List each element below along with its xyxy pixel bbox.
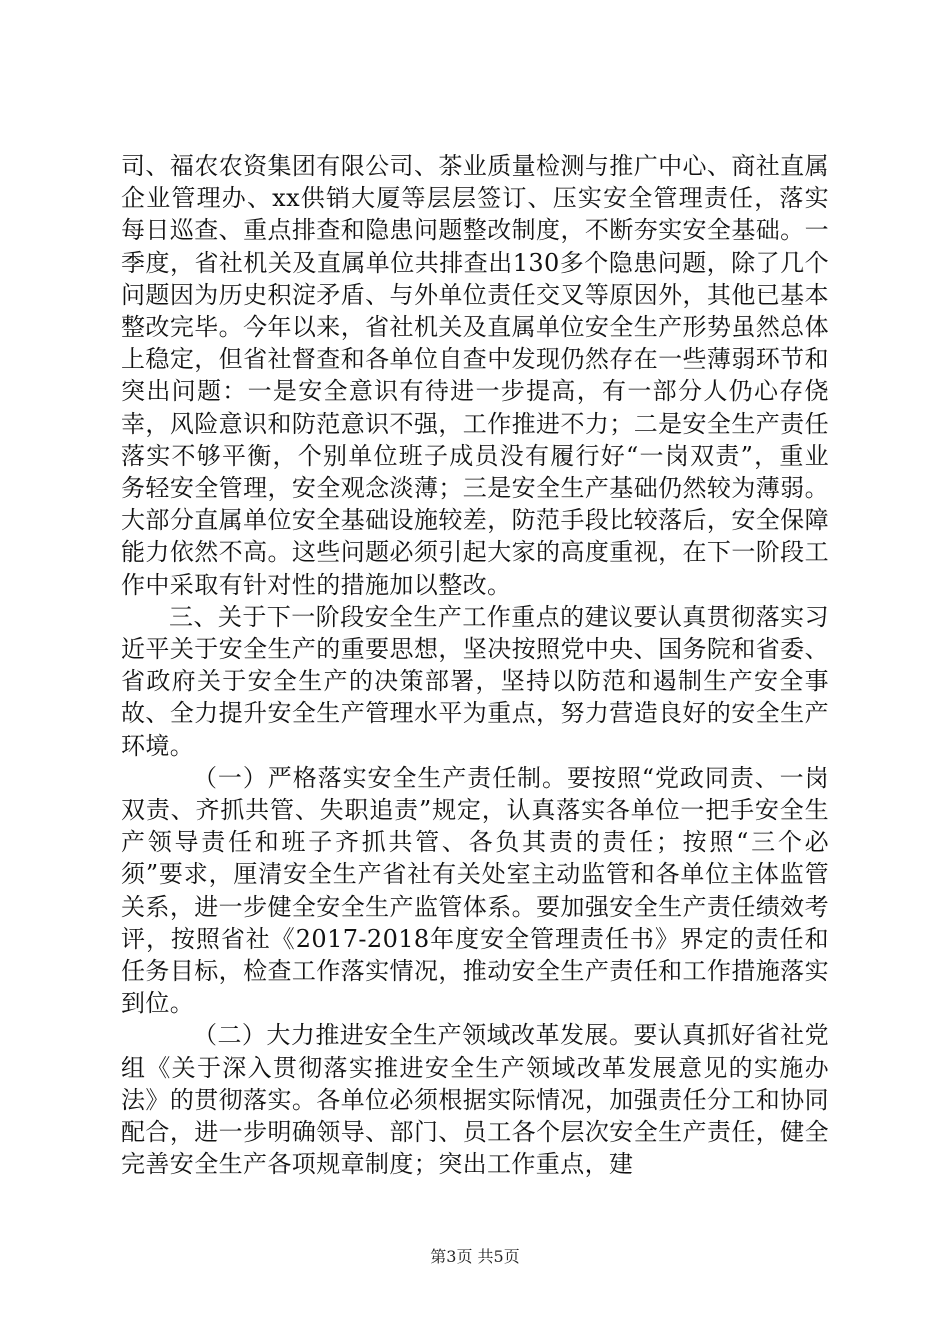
- paragraph-item-two: （二）大力推进安全生产领域改革发展。要认真抓好省社党组《关于深入贯彻落实推进安全生产领域改革发展意见的实施办法》的贯彻落实。各单位必须根据实际情况，加强责任分工和协同配合，进一步明确领导、部门、员工各个层次安全生产责任，健全完善安全生产各项规章制度；突出工作重点，建: [121, 1021, 829, 1179]
- paragraph-item-one: （一）严格落实安全生产责任制。要按照“党政同责、一岗双责、齐抓共管、失职追责”规定，认真落实各单位一把手安全生产领导责任和班子齐抓共管、各负其责的责任；按照“三个必须”要求，厘清安全生产省社有关处室主动监管和各单位主体监管关系，进一步健全安全生产监管体系。要加强安全生产责任绩效考评，按照省社《2017-2018年度安全管理责任书》界定的责任和任务目标，检查工作落实情况，推动安全生产责任和工作措施落实到位。: [121, 763, 829, 1018]
- document-body: [121, 150, 829, 1181]
- paragraph-section-three: 三、关于下一阶段安全生产工作重点的建议要认真贯彻落实习近平关于安全生产的重要思想，坚决按照党中央、国务院和省委、省政府关于安全生产的决策部署，坚持以防范和遏制生产安全事故、全力提升安全生产管理水平为重点，努力营造良好的安全生产环境。: [121, 602, 829, 760]
- paragraph-continued: 司、福农农资集团有限公司、茶业质量检测与推广中心、商社直属企业管理办、xx供销大厦等层层签订、压实安全管理责任，落实每日巡查、重点排查和隐患问题整改制度，不断夯实安全基础。一季度，省社机关及直属单位共排查出130多个隐患问题，除了几个问题因为历史积淀矛盾、与外单位责任交叉等原因外，其他已基本整改完毕。今年以来，省社机关及直属单位安全生产形势虽然总体上稳定，但省社督查和各单位自查中发现仍然存在一些薄弱环节和突出问题：一是安全意识有待进一步提高，有一部分人仍心存侥幸，风险意识和防范意识不强，工作推进不力；二是安全生产责任落实不够平衡，个别单位班子成员没有履行好“一岗双责”，重业务轻安全管理，安全观念淡薄；三是安全生产基础仍然较为薄弱。大部分直属单位安全基础设施较差，防范手段比较落后，安全保障能力依然不高。这些问题必须引起大家的高度重视，在下一阶段工作中采取有针对性的措施加以整改。: [121, 152, 829, 599]
- page-number-footer: 第3页 共5页: [430, 1247, 520, 1266]
